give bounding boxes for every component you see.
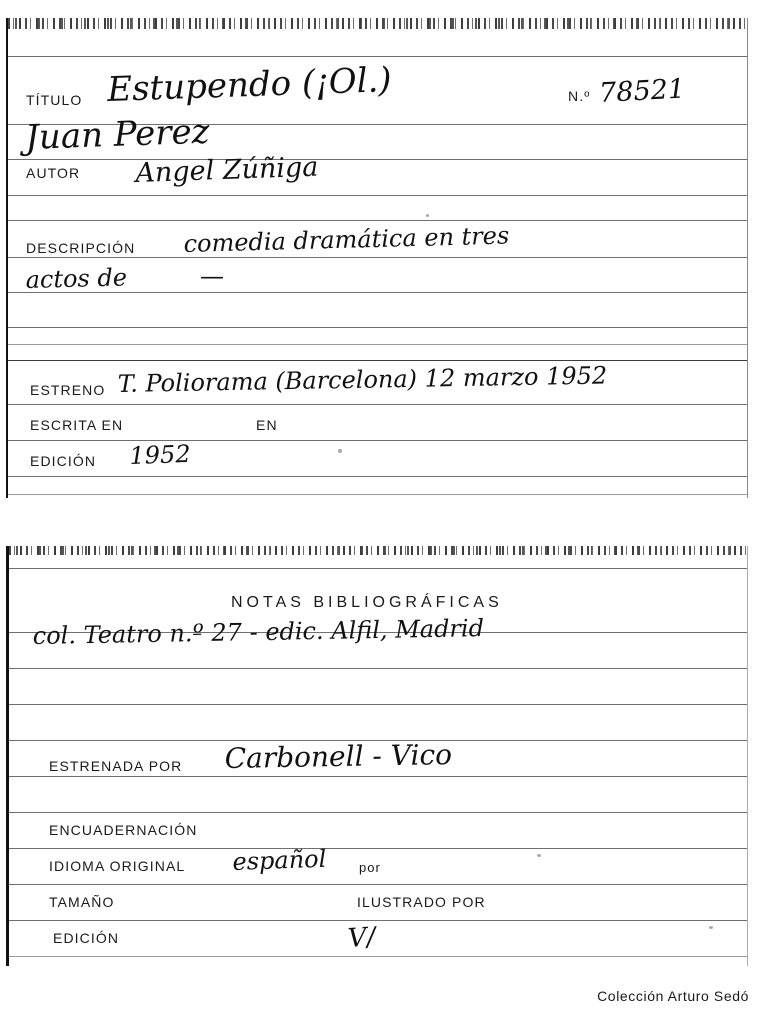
field-label-escrita-en-mid: EN (256, 417, 278, 433)
field-label-ilustrado-por: ILUSTRADO POR (357, 894, 486, 910)
handwritten-edicion: 1952 (129, 439, 192, 470)
field-label-por: por (359, 860, 381, 875)
collection-credit: Colección Arturo Sedó (597, 988, 749, 1004)
handwritten-estreno: T. Poliorama (Barcelona) 12 marzo 1952 (117, 361, 608, 398)
handwritten-estrenada-por: Carbonell - Vico (224, 738, 453, 775)
rule-line (9, 668, 747, 669)
handwritten-edicion: V/ (346, 922, 377, 954)
rule-line (8, 220, 747, 221)
handwritten-descripcion: comedia dramática en tres (183, 221, 510, 258)
rule-line (8, 195, 747, 196)
scan-speck (537, 854, 541, 857)
rule-line (9, 920, 747, 921)
handwritten-idioma-original: español (232, 844, 327, 876)
handwritten-notas: col. Teatro n.º 27 - edic. Alfil, Madrid (32, 614, 485, 650)
handwritten-titulo: Estupendo (¡Ol.) (106, 60, 393, 110)
rule-line (9, 848, 747, 849)
field-label-escrita-en: ESCRITA EN (30, 417, 124, 433)
rule-line (8, 257, 747, 258)
field-label-numero: N.º (568, 88, 591, 104)
field-label-edicion: EDICIÓN (53, 930, 120, 946)
handwritten-descripcion-line2: actos de (25, 263, 128, 294)
rule-line (9, 776, 747, 777)
rule-line (9, 812, 747, 813)
field-label-encuadernacion: ENCUADERNACIÓN (49, 822, 198, 838)
handwritten-autor: Angel Zúñiga (134, 151, 319, 189)
rule-line (8, 494, 747, 495)
field-label-estrenada-por: ESTRENADA POR (49, 758, 183, 774)
rule-line (8, 440, 747, 441)
handwritten-numero: 78521 (598, 73, 686, 109)
field-label-idioma-original: IDIOMA ORIGINAL (49, 858, 186, 874)
scan-speck (338, 449, 342, 453)
rule-line (8, 327, 747, 328)
scan-edge-noise-top (8, 18, 747, 29)
rule-line (8, 360, 747, 361)
scan-speck (426, 214, 429, 217)
rule-line (8, 344, 747, 345)
field-label-tamano: TAMAÑO (49, 894, 115, 910)
rule-line (8, 404, 747, 405)
field-label-estreno: ESTRENO (30, 382, 106, 398)
scan-edge-noise-top (9, 546, 747, 555)
rule-line (8, 56, 747, 57)
catalog-card-back (6, 546, 748, 966)
rule-line (9, 568, 747, 569)
rule-line (9, 956, 747, 957)
catalog-card-front (6, 18, 748, 498)
rule-line (9, 884, 747, 885)
rule-line (8, 292, 747, 293)
handwritten-descripcion-dash: — (200, 262, 224, 290)
rule-line (9, 704, 747, 705)
handwritten-titulo-line2: Juan Perez (24, 111, 211, 158)
field-label-descripcion: DESCRIPCIÓN (26, 240, 136, 256)
field-label-titulo: TÍTULO (26, 92, 83, 108)
scan-speck (709, 926, 713, 929)
rule-line (8, 476, 747, 477)
rule-line (8, 159, 747, 160)
field-label-autor: AUTOR (26, 165, 81, 181)
field-label-edicion: EDICIÓN (30, 453, 97, 469)
section-heading-notas-bibliograficas: NOTAS BIBLIOGRÁFICAS (231, 594, 503, 611)
